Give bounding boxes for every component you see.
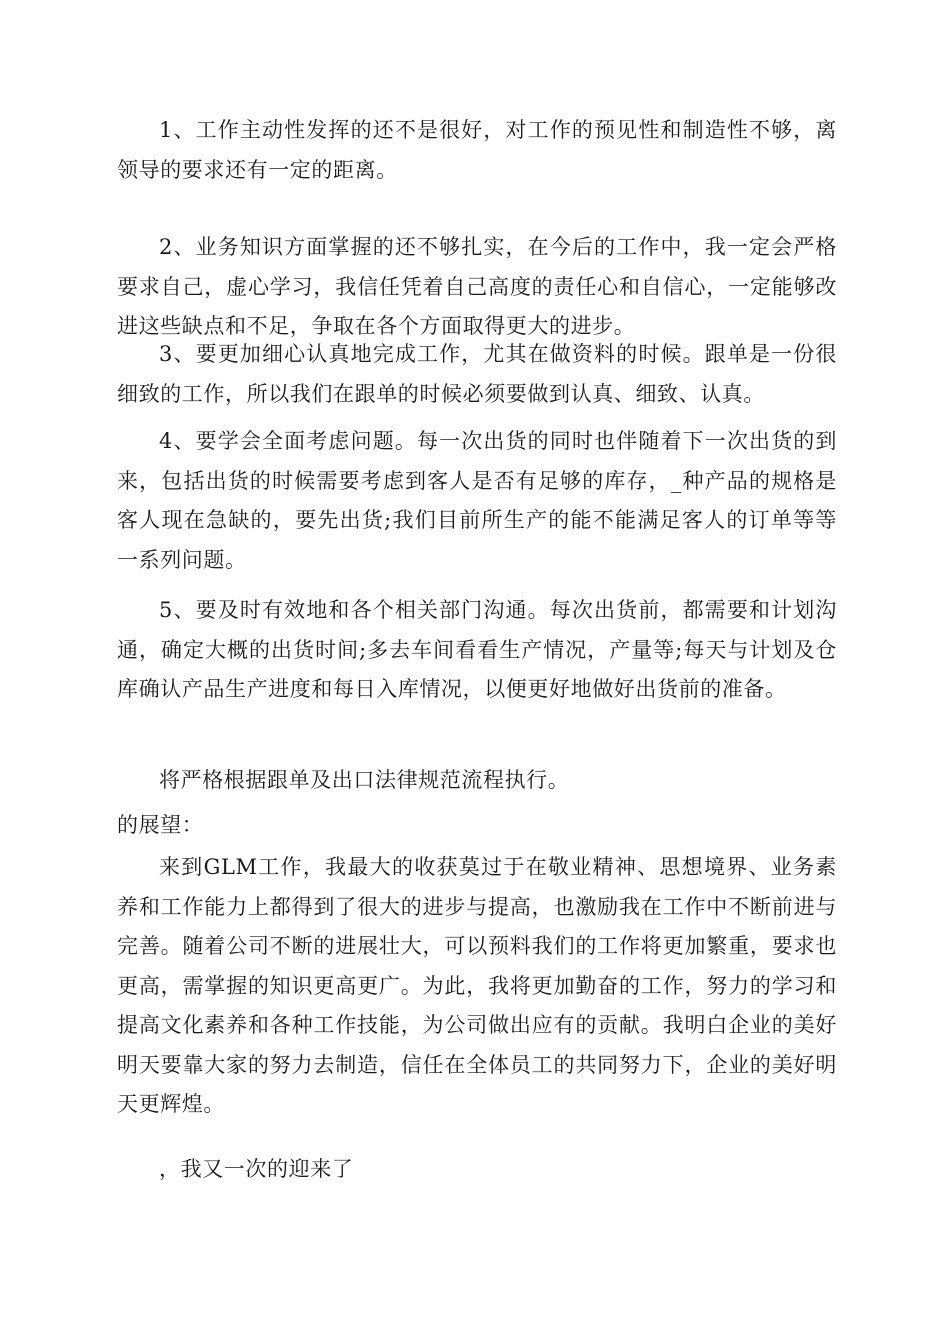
paragraph-shortcoming-2: 2、业务知识方面掌握的还不够扎实，在今后的工作中，我一定会严格要求自己，虚心学习，我信任凭着自己高度的责任心和自信心，一定能够改进这些缺点和不足，争取在各个方面取得更大的进步。 xyxy=(117,235,837,338)
paragraph-shortcoming-1: 1、工作主动性发挥的还不是很好，对工作的预见性和制造性不够，离领导的要求还有一定的距离。 xyxy=(117,118,837,182)
paragraph-outlook-body: 来到GLM工作，我最大的收获莫过于在敬业精神、思想境界、业务素养和工作能力上都得到了很大的进步与提高，也激励我在工作中不断前进与完善。随着公司不断的进展壮大，可以预料我们的工作将更加繁重，要求也更高，需掌握的知识更高更广。为此，我将更加勤奋的工作，努力的学习和提高文化素养和各种工作技能，为公司做出应有的贡献。我明白企业的美好明天要靠大家的努力去制造，信任在全体员工的共同努力下，企业的美好明天更辉煌。 xyxy=(117,855,837,1116)
paragraph-process-statement: 将严格根据跟单及出口法律规范流程执行。 xyxy=(159,768,570,792)
paragraph-shortcoming-4: 4、要学会全面考虑问题。每一次出货的同时也伴随着下一次出货的到来，包括出货的时候需要考虑到客人是否有足够的库存，_种产品的规格是客人现在急缺的，要先出货;我们目前所生产的能不能满足客人的订单等等一系列问题。 xyxy=(117,429,837,572)
paragraph-closing-fragment: ，我又一次的迎来了 xyxy=(159,1157,354,1181)
paragraph-shortcoming-3: 3、要更加细心认真地完成工作，尤其在做资料的时候。跟单是一份很细致的工作，所以我们在跟单的时候必须要做到认真、细致、认真。 xyxy=(117,342,837,406)
paragraph-shortcoming-5: 5、要及时有效地和各个相关部门沟通。每次出货前，都需要和计划沟通，确定大概的出货时间;多去车间看看生产情况，产量等;每天与计划及仓库确认产品生产进度和每日入库情况，以便更好地做好出货前的准备。 xyxy=(117,598,837,701)
paragraph-outlook-heading: 的展望： xyxy=(117,813,204,837)
